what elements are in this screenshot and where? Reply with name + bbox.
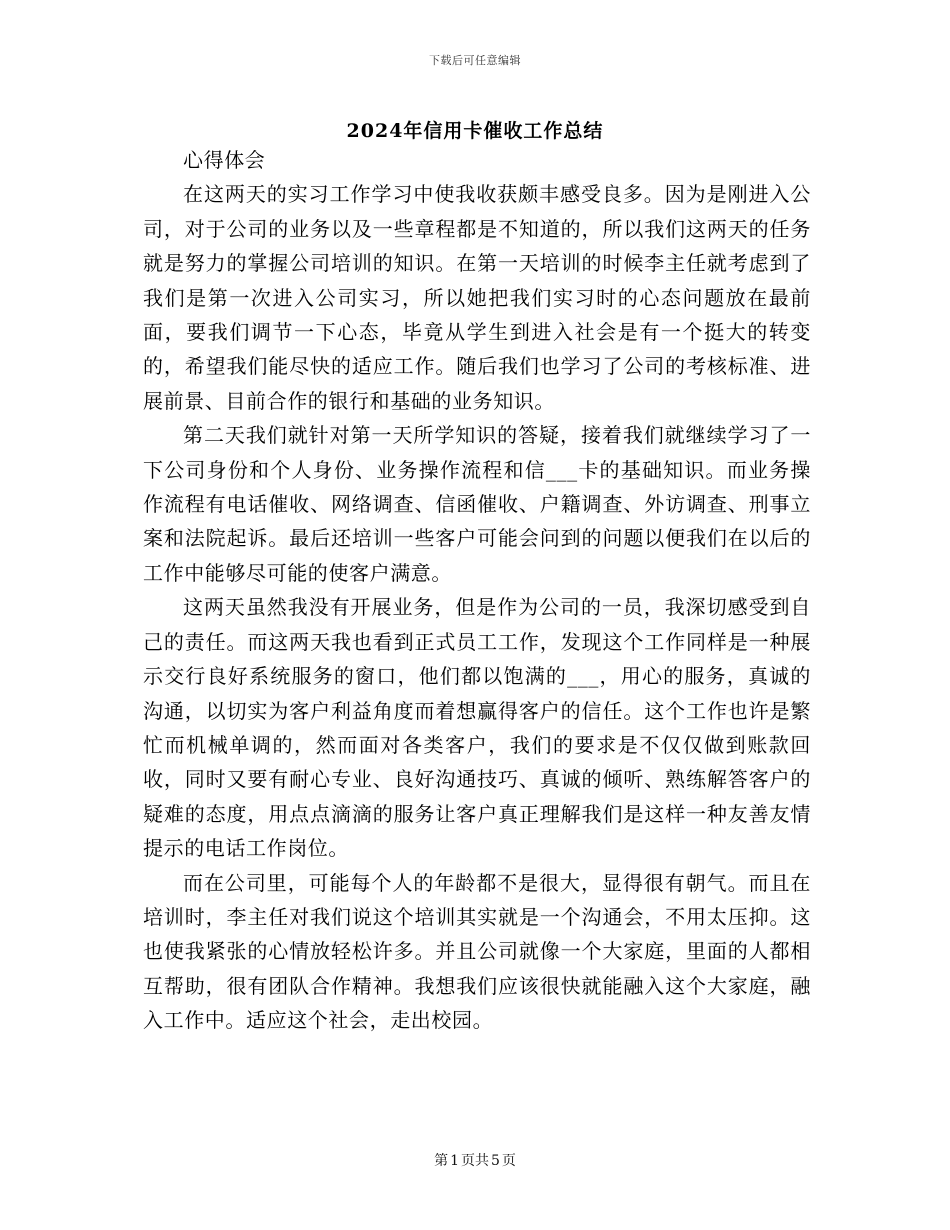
paragraph: 而在公司里，可能每个人的年龄都不是很大，显得很有朝气。而且在培训时，李主任对我们说这个培训其实就是一个沟通会，不用太压抑。这也使我紧张的心情放轻松许多。并且公司就像一个大家庭，里面的人都相互帮助，很有团队合作精神。我想我们应该很快就能融入这个大家庭，融入工作中。适应这个社会，走出校园。: [143, 870, 811, 1033]
header-note: 下载后可任意编辑: [429, 54, 521, 67]
footer-middle: 页共: [461, 1153, 489, 1169]
document-body: [143, 143, 811, 1038]
footer-total-pages: 5: [491, 1153, 500, 1169]
document-title: 2024年信用卡催收工作总结: [346, 120, 604, 142]
footer-page-number: 1: [450, 1153, 459, 1169]
page-footer: [0, 1150, 950, 1170]
paragraph: 这两天虽然我没有开展业务，但是作为公司的一员，我深切感受到自己的责任。而这两天我也看到正式员工工作，发现这个工作同样是一种展示交行良好系统服务的窗口，他们都以饱满的___，用心的服务，真诚的沟通，以切实为客户利益角度而着想赢得客户的信任。这个工作也许是繁忙而机械单调的，然而面对各类客户，我们的要求是不仅仅做到账款回收，同时又要有耐心专业、良好沟通技巧、真诚的倾听、熟练解答客户的疑难的态度，用点点滴滴的服务让客户真正理解我们是这样一种友善友情提示的电话工作岗位。: [143, 595, 811, 861]
footer-suffix: 页: [501, 1153, 516, 1169]
paragraph: 在这两天的实习工作学习中使我收获颇丰感受良多。因为是刚进入公司，对于公司的业务以及一些章程都是不知道的，所以我们这两天的任务就是努力的掌握公司培训的知识。在第一天培训的时候李主任就考虑到了我们是第一次进入公司实习，所以她把我们实习时的心态问题放在最前面，要我们调节一下心态，毕竟从学生到进入社会是有一个挺大的转变的，希望我们能尽快的适应工作。随后我们也学习了公司的考核标准、进展前景、目前合作的银行和基础的业务知识。: [143, 182, 811, 413]
footer-prefix: 第: [434, 1153, 449, 1169]
paragraph-subheading: 心得体会: [183, 148, 266, 172]
paragraph: 第二天我们就针对第一天所学知识的答疑，接着我们就继续学习了一下公司身份和个人身份、业务操作流程和信___卡的基础知识。而业务操作流程有电话催收、网络调查、信函催收、户籍调查、外访调查、刑事立案和法院起诉。最后还培训一些客户可能会问到的问题以便我们在以后的工作中能够尽可能的使客户满意。: [143, 423, 811, 585]
